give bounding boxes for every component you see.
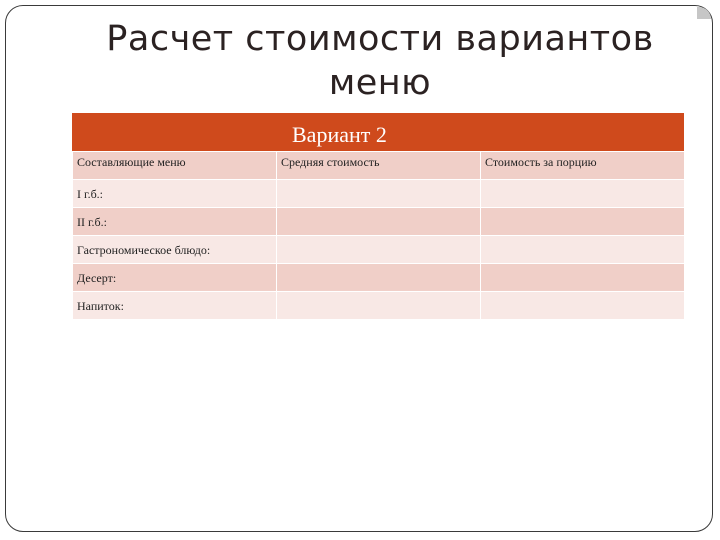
row-item-label: II г.б.: bbox=[73, 208, 277, 236]
slide-title bbox=[60, 17, 700, 105]
row-average-cost-cell[interactable] bbox=[277, 208, 481, 236]
table-row bbox=[73, 292, 685, 320]
row-portion-cost-cell[interactable] bbox=[481, 292, 685, 320]
table-row bbox=[73, 208, 685, 236]
table-row bbox=[73, 264, 685, 292]
row-item-label: I г.б.: bbox=[73, 180, 277, 208]
row-average-cost-cell[interactable] bbox=[277, 180, 481, 208]
menu-cost-table bbox=[72, 113, 684, 320]
column-header-portion-cost: Стоимость за порцию bbox=[481, 152, 685, 180]
row-portion-cost-cell[interactable] bbox=[481, 208, 685, 236]
row-portion-cost-cell[interactable] bbox=[481, 236, 685, 264]
table-grid bbox=[72, 151, 685, 320]
row-item-label: Напиток: bbox=[73, 292, 277, 320]
table-row bbox=[73, 180, 685, 208]
table-header-bar bbox=[72, 113, 684, 151]
row-portion-cost-cell[interactable] bbox=[481, 180, 685, 208]
row-portion-cost-cell[interactable] bbox=[481, 264, 685, 292]
row-average-cost-cell[interactable] bbox=[277, 292, 481, 320]
table-row bbox=[73, 236, 685, 264]
column-header-average-cost: Средняя стоимость bbox=[277, 152, 481, 180]
column-header-components: Составляющие меню bbox=[73, 152, 277, 180]
table-column-header-row bbox=[73, 152, 685, 180]
table-header-title: Вариант 2 bbox=[292, 122, 387, 147]
slide-title-line-2: меню bbox=[328, 63, 432, 103]
row-item-label: Десерт: bbox=[73, 264, 277, 292]
slide-title-line-1: Расчет стоимости вариантов bbox=[106, 19, 654, 59]
row-average-cost-cell[interactable] bbox=[277, 236, 481, 264]
row-item-label: Гастрономическое блюдо: bbox=[73, 236, 277, 264]
row-average-cost-cell[interactable] bbox=[277, 264, 481, 292]
